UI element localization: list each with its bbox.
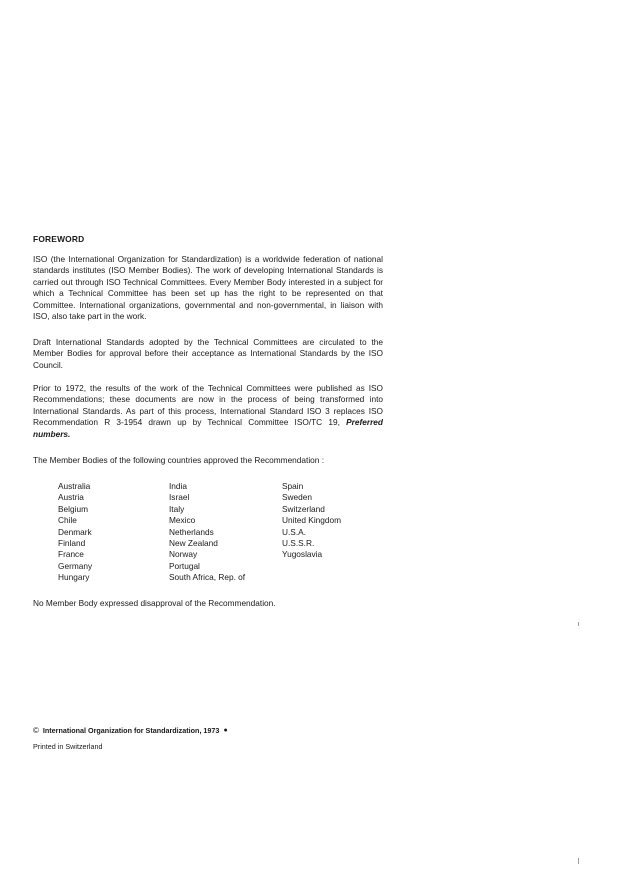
country-item: Austria [58, 492, 84, 503]
country-item: Italy [169, 503, 185, 514]
preferred-numbers-title: Preferred numbers. [33, 417, 383, 439]
copyright-text: International Organization for Standardization, 1973 [42, 726, 220, 735]
country-item: Australia [58, 481, 91, 491]
history-text: Prior to 1972, the results of the work of the Technical Committees were published as ISO Recommendations; these documents are now in the process of being transformed into International Standards. As part of this process, International Standard ISO 3 replaces ISO Recommendation R 3-1954 drawn up by Technical Committee ISO/TC 19, [33, 383, 383, 428]
country-item: Netherlands [169, 526, 214, 537]
country-item: Belgium [58, 503, 88, 514]
country-item: Finland [58, 538, 86, 549]
country-item: New Zealand [169, 538, 218, 549]
approving-countries-list [58, 481, 392, 584]
foreword-paragraph-iso-description: ISO (the International Organization for Standardization) is a worldwide federation of national standards institutes (ISO Member Bodies). The work of developing International Standards is carried out through ISO Technical Committees. Every Member Body interested in a subject for which a Technical Committee has been set up has the right to be represented on that Committee. International organizations, governmental and non-governmental, in liaison with ISO, also take part in the work. [33, 254, 383, 322]
printed-in-line: Printed in Switzerland [33, 742, 103, 751]
copyright-symbol: © [33, 726, 39, 735]
country-item: Israel [169, 492, 190, 503]
country-item: Yugoslavia [282, 549, 323, 560]
country-item: Germany [58, 560, 93, 571]
countries-column-3 [282, 481, 392, 584]
margin-tick-mark [578, 622, 579, 626]
bullet-icon: ● [223, 727, 228, 734]
foreword-paragraph-draft-standards: Draft International Standards adopted by the Technical Committees are circulated to the Member Bodies for approval before their acceptance as International Standards by the ISO Council. [33, 337, 383, 370]
copyright-line [33, 726, 228, 735]
country-item: United Kingdom [282, 515, 342, 526]
country-item: Denmark [58, 526, 92, 537]
country-item: South Africa, Rep. of [169, 572, 246, 583]
country-item: India [169, 481, 187, 491]
country-item: Mexico [169, 515, 196, 526]
country-item: France [58, 549, 84, 560]
country-item: Spain [282, 481, 304, 491]
country-item: Portugal [169, 560, 200, 571]
country-item: Switzerland [282, 503, 325, 514]
country-item: U.S.A. [282, 526, 306, 537]
country-item: Sweden [282, 492, 312, 503]
foreword-paragraph-history [33, 383, 383, 440]
country-item: Norway [169, 549, 198, 560]
foreword-paragraph-no-disapproval: No Member Body expressed disapproval of the Recommendation. [33, 598, 276, 608]
countries-column-2 [169, 481, 282, 584]
margin-tick-mark [578, 858, 579, 864]
foreword-heading: FOREWORD [33, 234, 85, 244]
country-item: U.S.S.R. [282, 538, 315, 549]
country-item: Hungary [58, 572, 90, 583]
foreword-paragraph-approval-intro: The Member Bodies of the following countries approved the Recommendation : [33, 455, 325, 465]
country-item: Chile [58, 515, 77, 526]
countries-column-1 [58, 481, 169, 584]
